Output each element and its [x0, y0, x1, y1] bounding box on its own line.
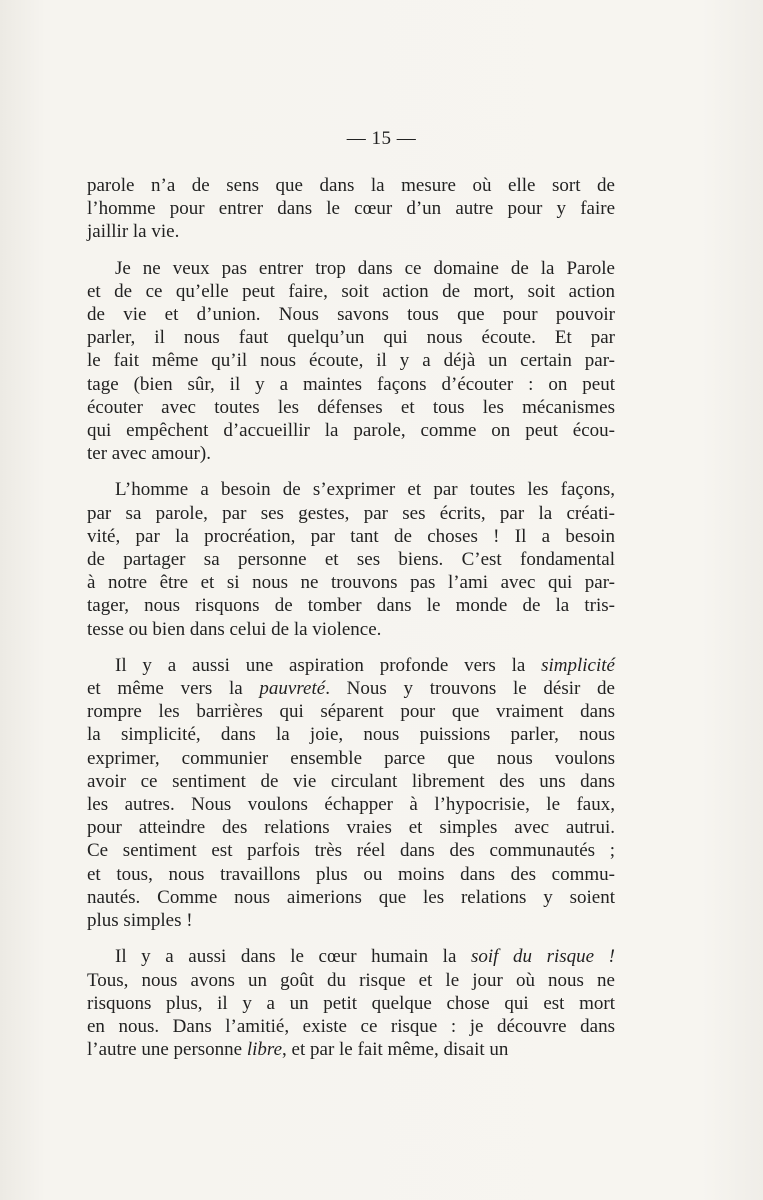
- text-line: Ce sentiment est parfois très réel dans des communautés ;: [87, 840, 615, 862]
- text-line: exprimer, communier ensemble parce que nous voulons: [87, 747, 615, 769]
- text-line: jaillir la vie.: [87, 221, 180, 243]
- text-line: l’autre une personne libre, et par le fait même, disait un: [87, 1039, 509, 1061]
- text-line: écouter avec toutes les défenses et tous les mécanismes: [87, 396, 615, 418]
- italic-text: soif du risque !: [470, 946, 616, 968]
- text-line: nautés. Comme nous aimerions que les relations y soient: [87, 886, 615, 908]
- text-line: les autres. Nous voulons échapper à l’hypocrisie, le faux,: [87, 794, 615, 816]
- text-line: le fait même qu’il nous écoute, il y a déjà un certain par-: [87, 350, 615, 372]
- text-line: tesse ou bien dans celui de la violence.: [87, 618, 382, 640]
- italic-text: pauvreté: [259, 678, 326, 700]
- paragraph: [87, 478, 615, 640]
- text-line: L’homme a besoin de s’exprimer et par toutes les façons,: [115, 479, 615, 501]
- body-text: [87, 174, 615, 1074]
- text-line: et de ce qu’elle peut faire, soit action de mort, soit action: [87, 280, 615, 302]
- text-line: vité, par la procréation, par tant de choses ! Il a besoin: [87, 525, 615, 547]
- text-line: Il y a aussi dans le cœur humain la soif du risque !: [115, 946, 616, 968]
- text-line: pour atteindre des relations vraies et simples avec autrui.: [87, 817, 615, 839]
- text-line: rompre les barrières qui séparent pour que vraiment dans: [87, 701, 615, 723]
- text-line: avoir ce sentiment de vie circulant librement des uns dans: [87, 770, 615, 792]
- text-line: l’homme pour entrer dans le cœur d’un autre pour y faire: [87, 198, 615, 220]
- text-line: et même vers la pauvreté. Nous y trouvons le désir de: [87, 678, 615, 700]
- paragraph: [87, 257, 615, 466]
- text-line: de vie et d’union. Nous savons tous que pour pouvoir: [87, 304, 615, 326]
- text-line: en nous. Dans l’amitié, existe ce risque : je découvre dans: [87, 1015, 615, 1037]
- italic-text: libre: [246, 1039, 283, 1061]
- text-line: qui empêchent d’accueillir la parole, comme on peut écou-: [87, 420, 615, 442]
- text-line: de partager sa personne et ses biens. C’est fondamental: [87, 549, 615, 571]
- text-line: tage (bien sûr, il y a maintes façons d’écouter : on peut: [87, 373, 615, 395]
- text-line: tager, nous risquons de tomber dans le monde de la tris-: [87, 595, 615, 617]
- italic-text: simplicité: [541, 654, 615, 676]
- text-line: plus simples !: [87, 910, 193, 932]
- paragraph: [87, 945, 615, 1061]
- text-line: risquons plus, il y a un petit quelque chose qui est mort: [87, 992, 615, 1014]
- text-line: Je ne veux pas entrer trop dans ce domaine de la Parole: [115, 257, 615, 279]
- page-number: — 15 —: [346, 128, 417, 149]
- paragraph: [87, 174, 615, 244]
- text-line: ter avec amour).: [87, 443, 211, 465]
- text-line: parole n’a de sens que dans la mesure où elle sort de: [87, 175, 615, 196]
- text-line: Il y a aussi une aspiration profonde vers la simplicité: [115, 654, 615, 676]
- paragraph: [87, 654, 615, 932]
- text-line: Tous, nous avons un goût du risque et le jour où nous ne: [87, 969, 615, 991]
- text-line: par sa parole, par ses gestes, par ses écrits, par la créati-: [87, 502, 615, 524]
- text-line: parler, il nous faut quelqu’un qui nous écoute. Et par: [87, 327, 615, 349]
- text-line: et tous, nous travaillons plus ou moins dans des commu-: [87, 863, 615, 885]
- text-line: la simplicité, dans la joie, nous puissions parler, nous: [87, 724, 615, 746]
- text-line: à notre être et si nous ne trouvons pas l’ami avec qui par-: [87, 572, 615, 594]
